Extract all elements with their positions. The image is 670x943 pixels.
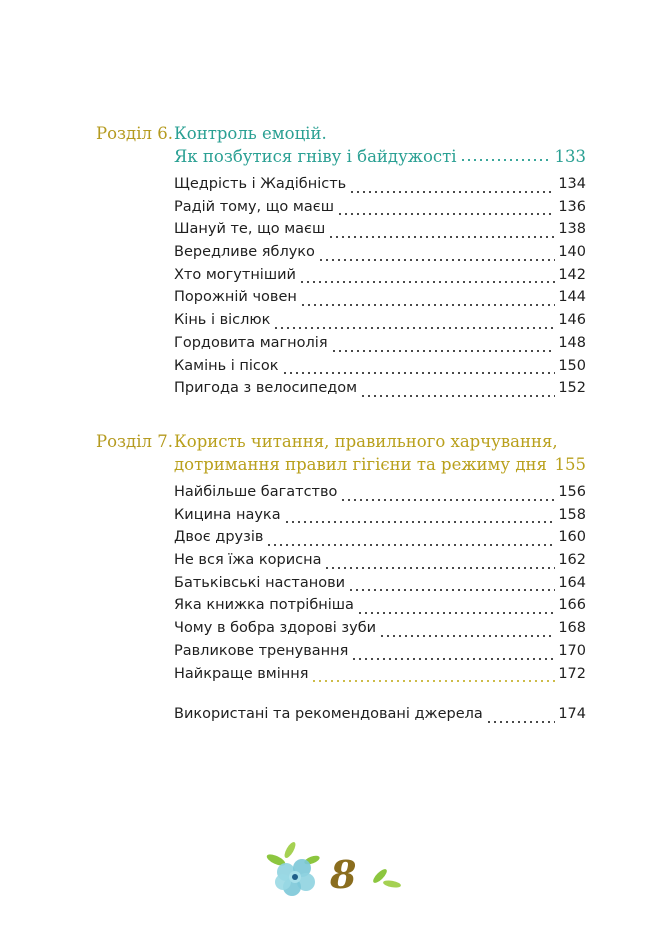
entry-page: 158 [558, 506, 586, 523]
blue-flower-icon [262, 838, 332, 908]
entry-title: Батьківські настанови [174, 574, 346, 591]
entry-page: 142 [558, 266, 586, 283]
toc-entry[interactable] [174, 575, 586, 598]
toc-entry[interactable] [174, 289, 586, 312]
leader-dots [349, 190, 555, 194]
entry-page: 156 [558, 484, 586, 500]
toc-entry[interactable] [174, 620, 586, 643]
leader-dots [300, 303, 555, 307]
entry-title: Камінь і пісок [174, 357, 279, 374]
entry-page: 144 [558, 289, 586, 306]
leader-dots [340, 498, 555, 502]
entry-title: Використані та рекомендовані джерела [174, 706, 483, 722]
entry-page: 152 [558, 380, 586, 397]
toc-entry[interactable] [174, 706, 586, 729]
entry-page: 162 [558, 552, 586, 569]
entry-title: Щедрість і Жадібність [174, 176, 347, 192]
section-7 [96, 430, 586, 688]
entry-title: Вередливе яблуко [174, 244, 315, 261]
leader-dots [324, 566, 555, 570]
entry-title: Найбільше багатство [174, 484, 338, 500]
entry-page: 172 [558, 665, 586, 682]
leader-dots [379, 634, 555, 638]
entry-page: 170 [558, 642, 586, 659]
toc-entry[interactable] [174, 335, 586, 358]
entry-page: 138 [558, 221, 586, 238]
entry-page: 174 [558, 706, 586, 722]
section-7-entries [174, 484, 586, 688]
leader-dots [351, 657, 555, 661]
leader-dots [337, 212, 555, 216]
leader-dots [282, 371, 556, 375]
leader-dots [266, 543, 555, 547]
entry-title: Яка книжка потрібніша [174, 597, 354, 614]
leader-dots [348, 588, 555, 592]
entry-title: Порожній човен [174, 289, 297, 306]
entry-page: 134 [558, 176, 586, 192]
section-7-prefix: Розділ 7. [96, 432, 173, 451]
entry-page: 164 [558, 574, 586, 591]
section-7-heading [96, 430, 586, 476]
section-6-title-line2: Як позбутися гніву і байдужості [174, 147, 457, 166]
entry-title: Гордовита магнолія [174, 334, 328, 351]
entry-title: Не вся їжа корисна [174, 552, 322, 569]
toc-entry[interactable] [174, 666, 586, 689]
entry-title: Найкраще вміння [174, 665, 309, 682]
entry-title: Кінь і віслюк [174, 312, 271, 329]
entry-page: 136 [558, 198, 586, 215]
toc-entry[interactable] [174, 552, 586, 575]
section-6-page: 133 [554, 147, 586, 166]
leader-dots [318, 258, 555, 262]
leader-dots [273, 326, 555, 330]
leader-dots [357, 611, 555, 615]
toc-entry[interactable] [174, 312, 586, 335]
toc-entry[interactable] [174, 597, 586, 620]
toc-entry[interactable] [174, 199, 586, 222]
leader-dots [486, 720, 555, 724]
green-leaf-icon [366, 864, 406, 894]
leader-dots [360, 394, 555, 398]
entry-title: Хто могутніший [174, 266, 296, 283]
section-6-title-line1: Контроль емоцій. [174, 124, 327, 143]
entry-title: Равликове тренування [174, 642, 349, 659]
section-7-title-line2: дотримання правил гігієни та режиму дня [174, 455, 547, 474]
section-6-prefix: Розділ 6. [96, 124, 173, 143]
page-number: 8 [330, 852, 357, 897]
entry-title: Радій тому, що маєш [174, 198, 334, 215]
entry-title: Шануй те, що маєш [174, 221, 326, 238]
section-7-page: 155 [554, 455, 586, 474]
leader-dots [328, 235, 555, 239]
leader-dots [550, 466, 552, 470]
leader-dots [299, 280, 555, 284]
toc-entry[interactable] [174, 529, 586, 552]
entry-page: 146 [558, 312, 586, 329]
toc-entry[interactable] [174, 221, 586, 244]
toc-entry[interactable] [174, 643, 586, 666]
section-6-entries [174, 176, 586, 403]
toc-entry[interactable] [174, 176, 586, 199]
entry-page: 160 [558, 529, 586, 546]
toc-entry[interactable] [174, 244, 586, 267]
leader-dots [331, 349, 556, 353]
entry-title: Кицина наука [174, 506, 281, 523]
section-6-heading [96, 122, 586, 168]
sources-section [96, 706, 586, 729]
entry-title: Чому в бобра здорові зуби [174, 620, 377, 637]
leader-dots [311, 679, 555, 683]
entry-page: 140 [558, 244, 586, 261]
entry-page: 168 [558, 620, 586, 637]
toc-entry[interactable] [174, 380, 586, 403]
entry-page: 148 [558, 334, 586, 351]
leader-dots [460, 158, 552, 162]
entry-page: 166 [558, 597, 586, 614]
entry-page: 150 [558, 357, 586, 374]
section-6 [96, 122, 586, 403]
toc-entry[interactable] [174, 358, 586, 381]
entry-title: Пригода з велосипедом [174, 380, 358, 397]
leader-dots [284, 520, 556, 524]
section-7-title-line1: Користь читання, правильного харчування, [174, 432, 558, 451]
sources-entries [174, 706, 586, 729]
entry-title: Двоє друзів [174, 529, 264, 546]
toc-entry[interactable] [174, 484, 586, 507]
toc-entry[interactable] [174, 267, 586, 290]
toc-entry[interactable] [174, 507, 586, 530]
page-footer [262, 838, 402, 908]
